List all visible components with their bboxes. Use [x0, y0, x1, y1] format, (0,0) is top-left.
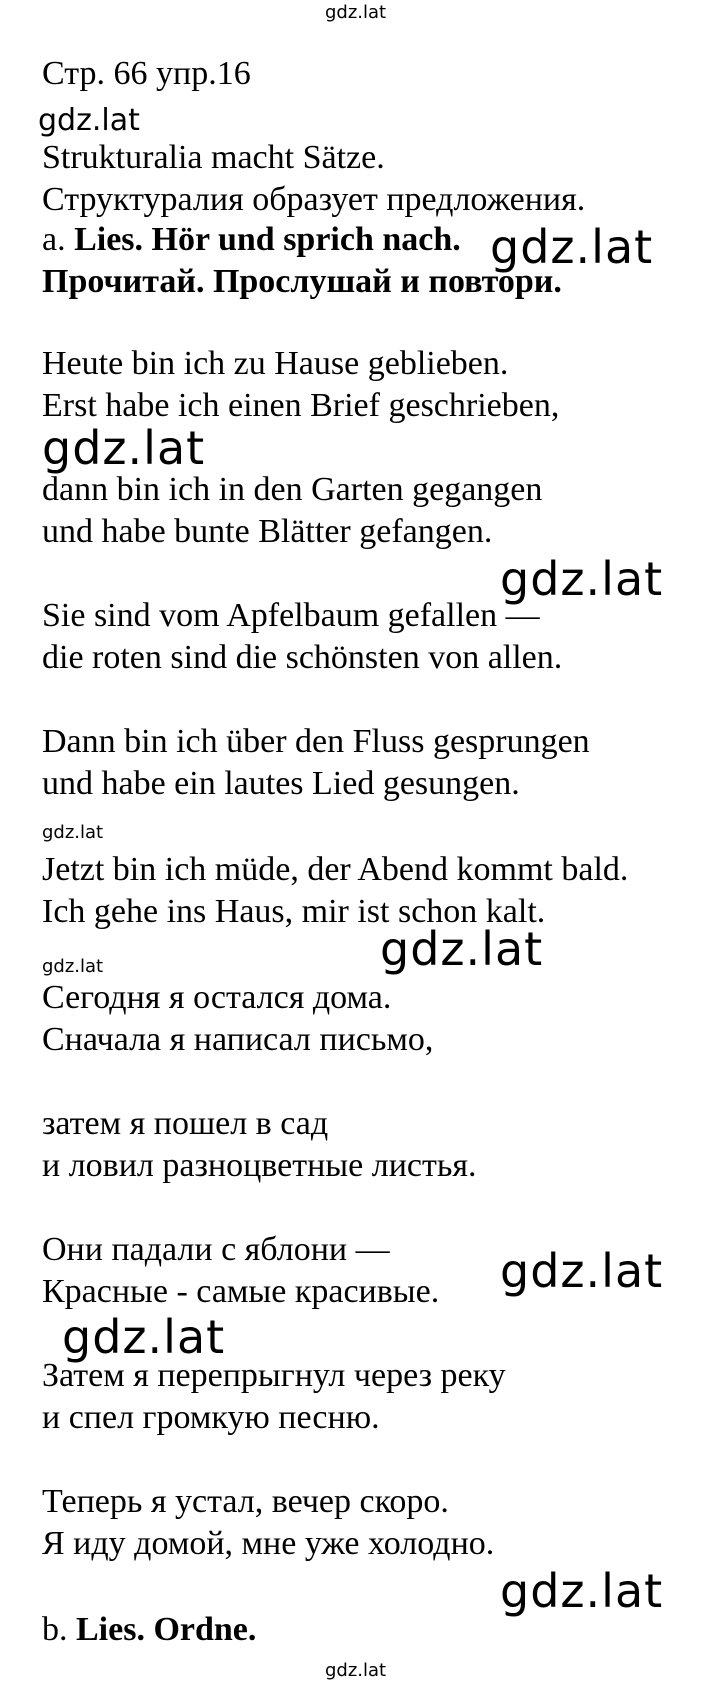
- poem-ru-line: Я иду домой, мне уже холодно.: [42, 1525, 495, 1562]
- watermark: gdz.lat: [500, 552, 664, 606]
- task-a-instruction-ru: Прочитай. Прослушай и повтори.: [42, 263, 562, 300]
- poem-ru-line: Сегодня я остался дома.: [42, 979, 392, 1016]
- task-a-heading: [42, 220, 461, 260]
- watermark: gdz.lat: [38, 103, 140, 138]
- watermark: gdz.lat: [42, 822, 104, 843]
- poem-ru-line: Они падали с яблони —: [42, 1231, 390, 1268]
- poem-ru-line: Красные - самые красивые.: [42, 1273, 440, 1310]
- poem-de-line: und habe bunte Blätter gefangen.: [42, 513, 493, 550]
- task-a-instruction-de: Lies. Hör und sprich nach.: [74, 221, 461, 258]
- task-b-instruction: Lies. Ordne.: [76, 1611, 257, 1648]
- watermark: gdz.lat: [500, 1564, 664, 1618]
- watermark-top: gdz.lat: [325, 2, 387, 23]
- watermark: gdz.lat: [62, 1310, 226, 1364]
- poem-de-line: Heute bin ich zu Hause geblieben.: [42, 345, 509, 382]
- watermark: gdz.lat: [42, 421, 206, 475]
- page-reference: Стр. 66 упр.16: [42, 55, 251, 92]
- poem-ru-line: Затем я перепрыгнул через реку: [42, 1357, 506, 1394]
- poem-de-line: Sie sind vom Apfelbaum gefallen —: [42, 597, 540, 634]
- poem-ru-line: затем я пошел в сад: [42, 1105, 329, 1142]
- poem-de-line: Jetzt bin ich müde, der Abend kommt bald.: [42, 851, 629, 888]
- task-a-prefix: a.: [42, 221, 75, 258]
- exercise-title-de: Strukturalia macht Sätze.: [42, 139, 385, 176]
- poem-de-line: und habe ein lautes Lied gesungen.: [42, 765, 520, 802]
- watermark: gdz.lat: [380, 922, 544, 976]
- watermark-bottom: gdz.lat: [325, 1660, 387, 1681]
- poem-ru-line: и спел громкую песню.: [42, 1399, 380, 1436]
- exercise-title-ru: Структуралия образует предложения.: [42, 181, 586, 218]
- poem-de-line: Dann bin ich über den Fluss gesprungen: [42, 723, 590, 760]
- task-b-heading: [42, 1610, 256, 1650]
- poem-de-line: dann bin ich in den Garten gegangen: [42, 471, 543, 508]
- watermark: gdz.lat: [42, 956, 104, 977]
- task-b-prefix: b.: [42, 1611, 76, 1648]
- poem-ru-line: Сначала я написал письмо,: [42, 1021, 434, 1058]
- poem-ru-line: Теперь я устал, вечер скоро.: [42, 1483, 449, 1520]
- watermark: gdz.lat: [490, 220, 654, 274]
- poem-ru-line: и ловил разноцветные листья.: [42, 1147, 477, 1184]
- poem-de-line: Erst habe ich einen Brief geschrieben,: [42, 387, 560, 424]
- poem-de-line: Ich gehe ins Haus, mir ist schon kalt.: [42, 893, 546, 930]
- watermark: gdz.lat: [500, 1244, 664, 1298]
- poem-de-line: die roten sind die schönsten von allen.: [42, 639, 563, 676]
